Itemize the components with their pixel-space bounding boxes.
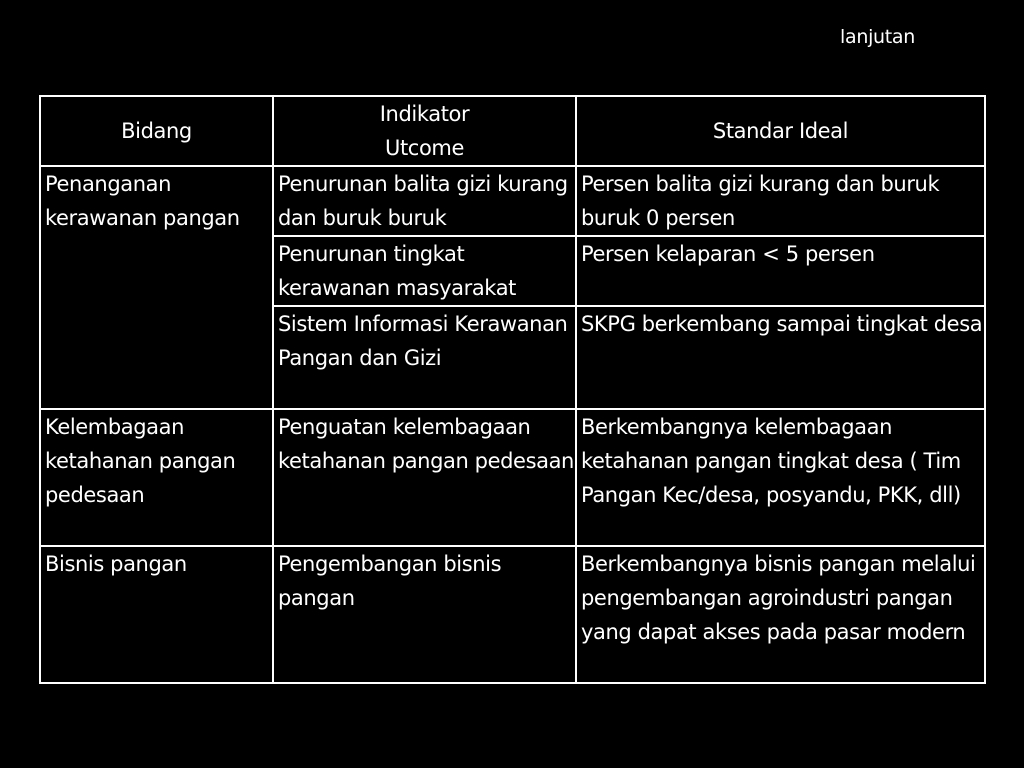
header-indikator-line1: Indikator [379, 102, 470, 126]
indikator-cell: Penurunan tingkat kerawanan masyarakat [273, 236, 576, 306]
indikator-cell: Penguatan kelembagaan ketahanan pangan pedesaan [273, 409, 576, 546]
indikator-cell: Pengembangan bisnis pangan [273, 546, 576, 683]
continuation-label: lanjutan [840, 26, 916, 48]
header-indikator [273, 96, 576, 166]
header-bidang: Bidang [40, 96, 273, 166]
header-standar-ideal: Standar Ideal [576, 96, 985, 166]
table-row [40, 546, 985, 683]
standar-cell: Berkembangnya bisnis pangan melalui pengembangan agroindustri pangan yang dapat akses pada pasar modern [576, 546, 985, 683]
standar-cell: Persen balita gizi kurang dan buruk buruk 0 persen [576, 166, 985, 236]
indikator-cell: Penurunan balita gizi kurang dan buruk buruk [273, 166, 576, 236]
indicator-table [39, 95, 986, 684]
standar-cell: Persen kelaparan < 5 persen [576, 236, 985, 306]
table-row [40, 409, 985, 546]
table-row [40, 166, 985, 236]
bidang-cell: Kelembagaan ketahanan pangan pedesaan [40, 409, 273, 546]
header-indikator-line2: Utcome [385, 136, 464, 160]
indikator-cell: Sistem Informasi Kerawanan Pangan dan Gizi [273, 306, 576, 409]
standar-cell: SKPG berkembang sampai tingkat desa [576, 306, 985, 409]
table-header-row [40, 96, 985, 166]
bidang-cell: Bisnis pangan [40, 546, 273, 683]
standar-cell: Berkembangnya kelembagaan ketahanan pangan tingkat desa ( Tim Pangan Kec/desa, posyandu, PKK, dll) [576, 409, 985, 546]
bidang-cell: Penanganan kerawanan pangan [40, 166, 273, 409]
